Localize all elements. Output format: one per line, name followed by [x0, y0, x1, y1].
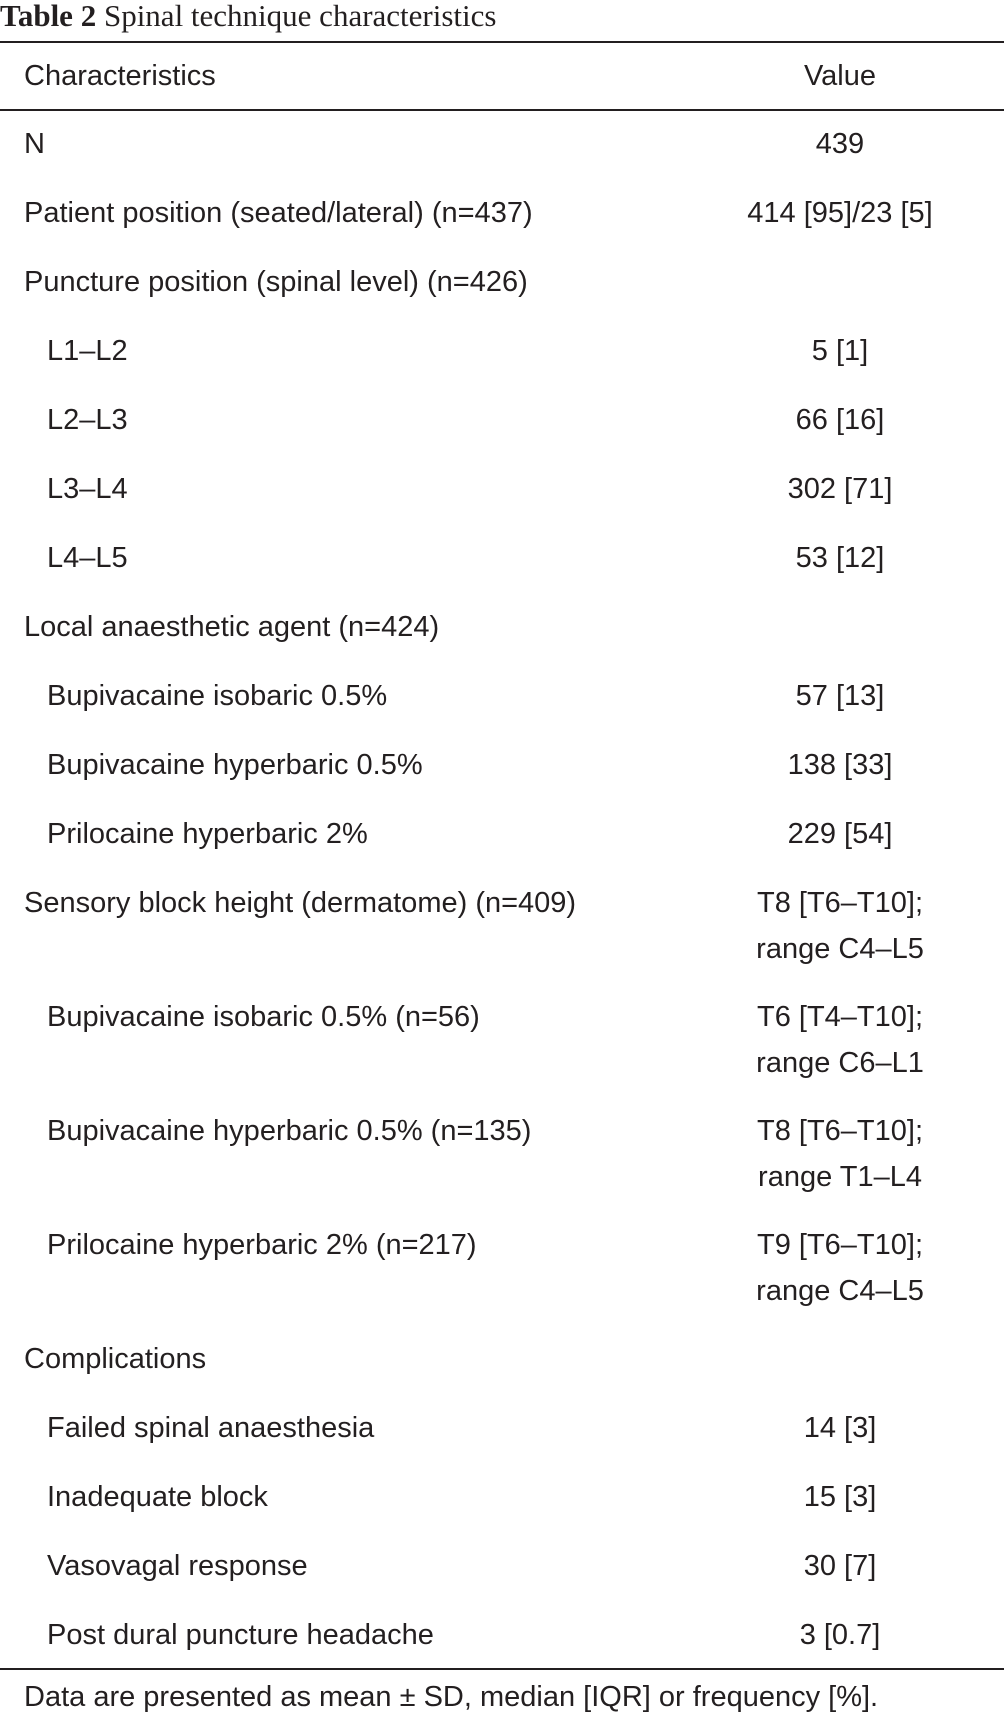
table-footnote: Data are presented as mean ± SD, median [IQR] or frequency [%].: [24, 1681, 879, 1713]
row-value-line: T6 [T4–T10];: [756, 1001, 923, 1033]
row-value: [700, 1108, 980, 1200]
row-value: 439: [815, 128, 865, 160]
row-value-line: T9 [T6–T10];: [756, 1229, 923, 1261]
row-value: 15 [3]: [803, 1481, 877, 1513]
table-row: [0, 387, 1004, 456]
table-row: [0, 594, 1004, 663]
table-body: [0, 111, 1004, 1671]
table-row: [0, 1098, 1004, 1212]
row-value-line: range C4–L5: [756, 933, 924, 965]
header-characteristics: Characteristics: [24, 60, 216, 92]
row-value: 3 [0.7]: [799, 1619, 881, 1651]
row-label: Local anaesthetic agent (n=424): [24, 611, 440, 643]
row-value: 138 [33]: [787, 749, 893, 781]
table-bottom-rule: [0, 1668, 1004, 1670]
table-caption-title: Spinal technique characteristics: [103, 0, 497, 33]
table-row: [0, 870, 1004, 984]
row-value: 53 [12]: [795, 542, 885, 574]
row-value: [700, 1222, 980, 1314]
table-row: [0, 1395, 1004, 1464]
table-row: [0, 663, 1004, 732]
table-row: [0, 249, 1004, 318]
table-row: [0, 180, 1004, 249]
row-label: Vasovagal response: [47, 1550, 308, 1582]
table-caption-label: Table 2: [0, 0, 97, 33]
row-label: Bupivacaine isobaric 0.5% (n=56): [47, 1001, 480, 1033]
header-value: Value: [803, 60, 877, 92]
table-caption: [0, 0, 1004, 36]
row-label: Patient position (seated/lateral) (n=437): [24, 197, 533, 229]
row-label: Bupivacaine hyperbaric 0.5% (n=135): [47, 1115, 532, 1147]
table-row: [0, 732, 1004, 801]
table-row: [0, 525, 1004, 594]
table-row: [0, 111, 1004, 180]
row-value-line: T8 [T6–T10];: [756, 887, 923, 919]
table-header: [0, 43, 1004, 109]
table-row: [0, 1212, 1004, 1326]
row-value: 414 [95]/23 [5]: [747, 197, 933, 229]
row-label: Complications: [24, 1343, 207, 1375]
row-label: L1–L2: [47, 335, 128, 367]
row-value: 5 [1]: [811, 335, 869, 367]
row-value: 57 [13]: [795, 680, 885, 712]
row-label: L2–L3: [47, 404, 128, 436]
row-label: Failed spinal anaesthesia: [47, 1412, 375, 1444]
table-row: [0, 984, 1004, 1098]
row-label: N: [24, 128, 45, 160]
row-value: 229 [54]: [787, 818, 893, 850]
row-label: Bupivacaine isobaric 0.5%: [47, 680, 388, 712]
row-value: [700, 994, 980, 1086]
row-value: 14 [3]: [803, 1412, 877, 1444]
table-row: [0, 801, 1004, 870]
row-label: Puncture position (spinal level) (n=426): [24, 266, 528, 298]
table-row: [0, 456, 1004, 525]
row-value: 302 [71]: [787, 473, 893, 505]
row-label: Inadequate block: [47, 1481, 268, 1513]
row-value-line: range T1–L4: [758, 1161, 922, 1193]
table-row: [0, 1533, 1004, 1602]
row-value: [700, 880, 980, 972]
row-value-line: range C6–L1: [756, 1047, 924, 1079]
table-row: [0, 1326, 1004, 1395]
row-value: 30 [7]: [803, 1550, 877, 1582]
row-label: Prilocaine hyperbaric 2%: [47, 818, 368, 850]
table-row: [0, 1602, 1004, 1671]
row-label: Post dural puncture headache: [47, 1619, 434, 1651]
row-label: Bupivacaine hyperbaric 0.5%: [47, 749, 423, 781]
row-value-line: range C4–L5: [756, 1275, 924, 1307]
row-label: Prilocaine hyperbaric 2% (n=217): [47, 1229, 477, 1261]
row-value: 66 [16]: [795, 404, 885, 436]
table-row: [0, 318, 1004, 387]
row-label: L4–L5: [47, 542, 128, 574]
row-label: L3–L4: [47, 473, 128, 505]
row-value-line: T8 [T6–T10];: [756, 1115, 923, 1147]
row-label: Sensory block height (dermatome) (n=409): [24, 887, 577, 919]
table-row: [0, 1464, 1004, 1533]
